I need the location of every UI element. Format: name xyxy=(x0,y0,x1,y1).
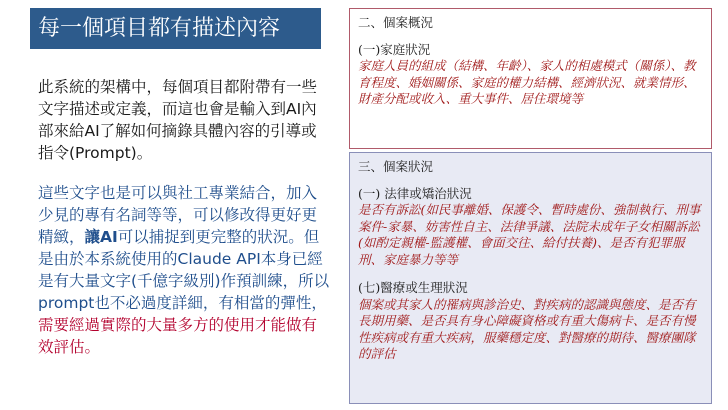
case-status-heading: 三、個案狀況 xyxy=(358,159,434,174)
detail-text-d: 需要經過實際的大量多方的使用才能做有效評估。 xyxy=(38,316,318,356)
family-status-label: (一)家庭狀況 xyxy=(358,41,431,57)
case-overview-heading: 二、個案概況 xyxy=(358,15,434,30)
medical-status-label: (七)醫療或生理狀況 xyxy=(358,280,468,295)
legal-status-desc: 是否有訴訟(如民事離婚、保護令、暫時處份、強制執行、刑事案件-家暴、妨害性自主、法律爭議、法院未成年子女相關訴訟(如酌定親權-監護權、會面交往、給付扶養)、是否有犯罪服刑、家庭暴力等等 xyxy=(358,202,701,267)
legal-status-label: (一) 法律或矯治狀況 xyxy=(358,185,472,201)
case-status-box xyxy=(349,152,712,404)
detail-paragraph xyxy=(38,182,330,358)
family-status-desc: 家庭人員的組成（結構、年齡）、家人的相處模式（關係）、教育程度、婚姻關係、家庭的權力結構、經濟狀況、就業情形、財產分配或收入、重大事件、居住環境等 xyxy=(358,58,696,106)
slide-title: 每一個項目都有描述內容 xyxy=(30,8,321,49)
intro-paragraph: 此系統的架構中，每個項目都附帶有一些文字描述或定義，而這也會是輸入到AI內部來給AI了解如何摘錄具體內容的引導或指令(Prompt)。 xyxy=(38,78,318,162)
detail-text-c: 可以捕捉到更完整的狀況。但是由於本系統使用的Claude API本身已經是有大量文字(千億字級別)作預訓練，所以prompt也不必過度詳細，有相當的彈性， xyxy=(38,228,330,312)
detail-text-a: 這些文字也是可以與社工專業結合，加入少見的專有名詞等等，可以修改得更好更精緻， xyxy=(38,184,318,246)
case-overview-box xyxy=(349,8,712,149)
medical-status-desc: 個案或其家人的罹病與診治史、對疾病的認識與態度、是否有長期用藥、是否具有身心障礙資格或有重大傷病卡、是否有慢性疾病或有重大疾病，服藥穩定度、對醫療的期待、醫療團隊的評估 xyxy=(358,296,696,361)
detail-text-b: 讓AI xyxy=(84,228,118,246)
